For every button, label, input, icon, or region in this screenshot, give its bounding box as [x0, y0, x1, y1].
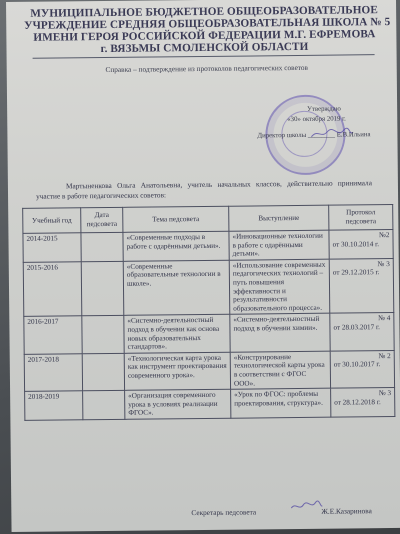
cell-year: 2017-2018 — [24, 353, 82, 391]
cell-year: 2015-2016 — [23, 262, 82, 317]
approval-date: «30» октября 2019 г. — [287, 115, 346, 124]
cell-topic: «Современные образовательные технологии в школе». — [123, 260, 230, 316]
cell-speech: «Конструирование технологической карты урока в соответствии с ФГОС ООО». — [230, 351, 330, 389]
table-row — [25, 388, 395, 421]
header-topic: Тема педсовета — [123, 206, 229, 232]
header-date: Дата педсовета — [81, 207, 123, 232]
protocol-number: № 3 — [378, 389, 392, 398]
cell-protocol — [329, 258, 394, 313]
protocol-number: № 2 — [378, 351, 391, 360]
cell-date — [83, 390, 125, 419]
organization-header — [24, 4, 391, 56]
cell-topic: «Технологическая карта урока как инструмент проектирования современного урока». — [124, 352, 230, 390]
cell-speech: «Урок по ФГОС: проблемы проектирования, структура». — [231, 388, 331, 418]
cell-speech: «Инновационные технологии в работе с одарёнными детьми». — [229, 230, 329, 260]
cell-protocol — [330, 313, 394, 351]
cell-topic: «Системно-деятельностный подход в обучении как основа новых образовательных стандартов». — [124, 315, 230, 353]
certificate-text-content: Мартыненкова Ольга Анатольевна, учитель начальных классов, действительно принимала участие в работе педагогических советов: — [35, 178, 372, 201]
protocol-date: от 29.12.2015 г. — [332, 268, 380, 278]
councils-table — [22, 204, 395, 421]
cell-year: 2016-2017 — [24, 316, 82, 354]
cell-topic: «Организация современного урока в условиях реализации ФГОС». — [125, 389, 231, 419]
approval-director: Директор школы ________ Е.В.Ильина — [257, 131, 371, 140]
document-page — [6, 0, 400, 532]
table-row — [24, 313, 394, 354]
table-row — [24, 350, 394, 391]
header-year: Учебный год — [23, 208, 81, 234]
protocol-number: № 3 — [377, 259, 390, 268]
header-speech: Выступление — [229, 205, 329, 231]
header-protocol: Протокол педсовета — [329, 205, 393, 231]
approval-label: Утверждаю — [307, 105, 341, 113]
cell-date — [81, 232, 123, 261]
table-row — [23, 230, 393, 263]
protocol-date: от 28.03.2017 г. — [333, 323, 380, 332]
cell-protocol — [331, 388, 395, 417]
cell-year: 2018-2019 — [25, 391, 83, 420]
certificate-text — [36, 178, 372, 201]
org-line: ИМЕНИ ГЕРОЯ РОССИЙСКОЙ ФЕДЕРАЦИИ М.Г. ЕФРЕМОВА — [33, 28, 376, 44]
cell-year: 2014-2015 — [23, 233, 81, 262]
secretary-signature-icon — [289, 499, 323, 513]
cell-date — [82, 353, 124, 391]
cell-protocol — [330, 350, 394, 388]
cell-date — [81, 261, 124, 316]
protocol-date: от 30.10.2017 г. — [333, 360, 381, 369]
cell-topic: «Современные подходы в работе с одарёнными детьми». — [123, 231, 229, 261]
cell-date — [82, 316, 124, 354]
protocol-number: №2 — [378, 231, 390, 240]
secretary-line — [191, 506, 372, 518]
secretary-role: Секретарь педсовета — [191, 507, 257, 518]
cell-speech: «Использование современных педагогических технологий – путь повышения эффективности и результативности образовательного процесса». — [229, 259, 330, 315]
director-signature-icon — [309, 126, 353, 140]
cell-speech: «Системно-деятельностный подход в обучении химии». — [230, 314, 330, 352]
table-row — [23, 258, 394, 316]
protocol-date: от 28.12.2018 г. — [334, 397, 381, 407]
protocol-number: № 4 — [378, 314, 391, 323]
secretary-name: Ж.Е.Казаринова — [321, 506, 372, 516]
table-header-row — [23, 205, 393, 234]
protocol-date: от 30.10.2014 г. — [332, 239, 380, 249]
org-line: г. ВЯЗЬМЫ СМОЛЕНСКОЙ ОБЛАСТИ — [100, 40, 309, 56]
org-line: МУНИЦИПАЛЬНОЕ БЮДЖЕТНОЕ ОБЩЕОБРАЗОВАТЕЛЬНОЕ — [30, 4, 378, 20]
org-line: УЧРЕЖДЕНИЕ СРЕДНЯЯ ОБЩЕОБРАЗОВАТЕЛЬНАЯ ШКОЛА № 5 — [24, 16, 391, 32]
document-title: Справка – подтверждение из протоколов педагогических советов — [105, 62, 309, 75]
cell-protocol — [329, 230, 393, 259]
